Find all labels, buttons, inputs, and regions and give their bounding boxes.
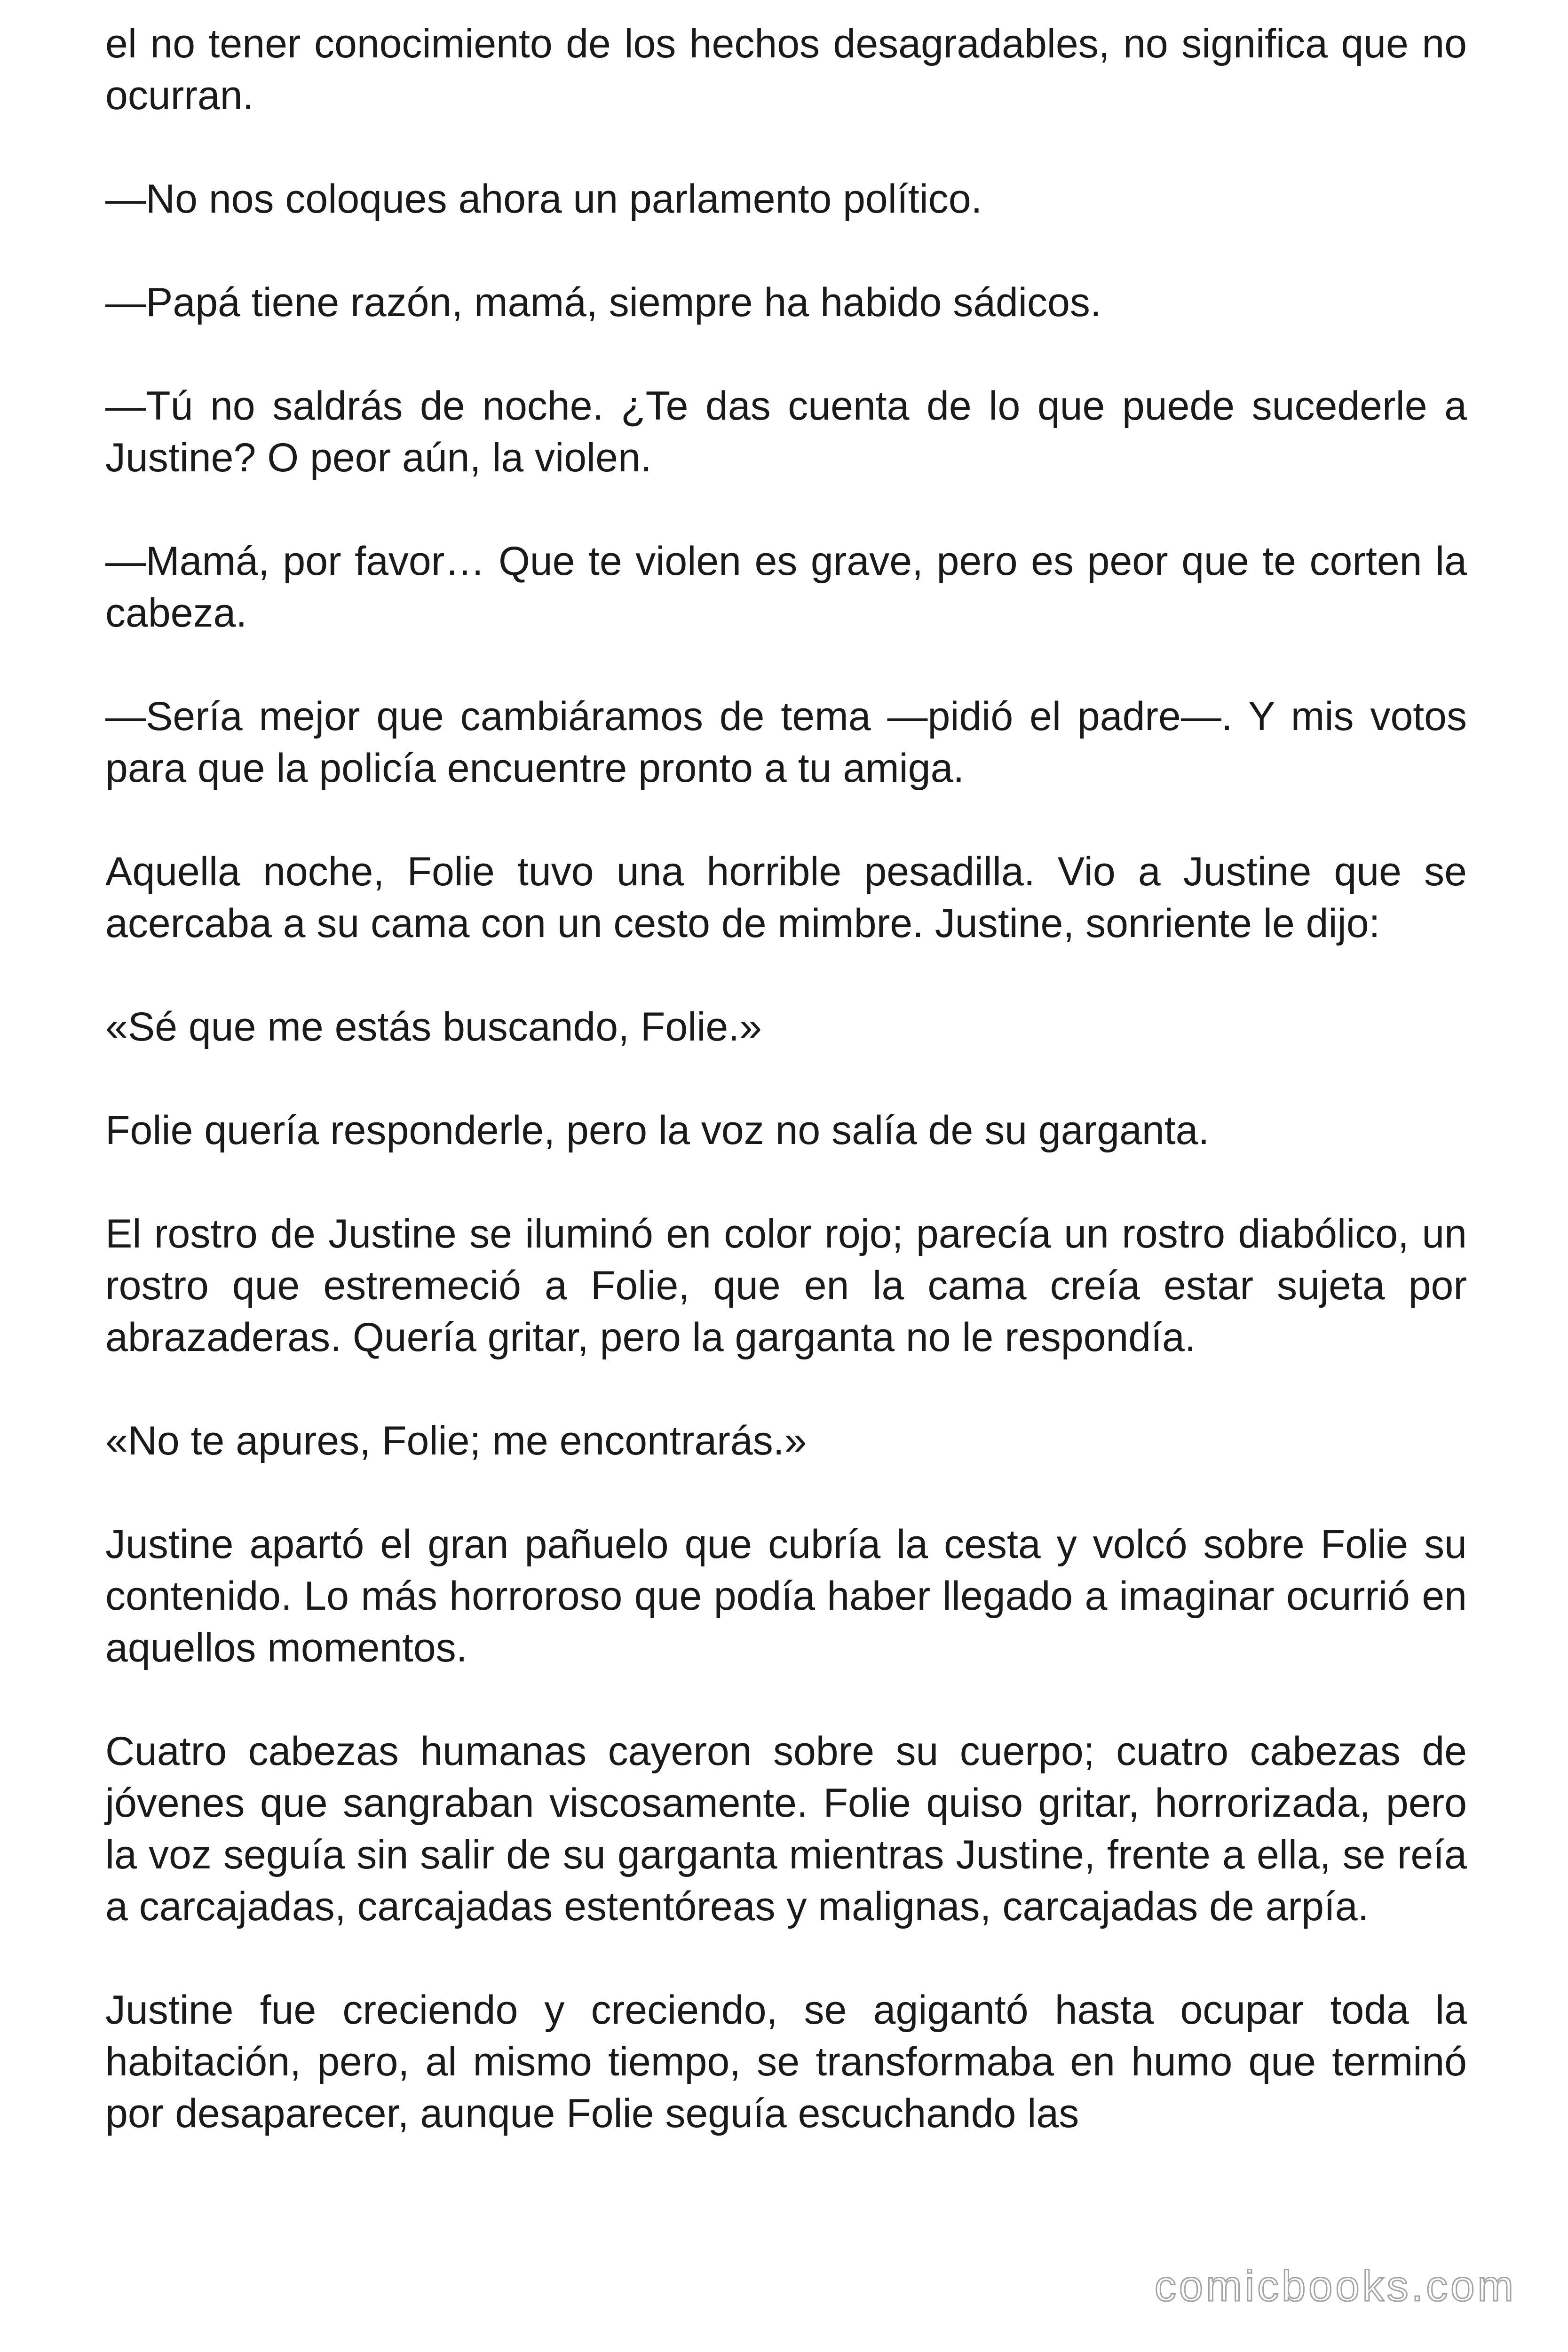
paragraph: —Sería mejor que cambiáramos de tema —pidió el padre—. Y mis votos para que la policía encuentre pronto a tu amiga. [105,694,1467,791]
paragraph: —Tú no saldrás de noche. ¿Te das cuenta de lo que puede sucederle a Justine? O peor aún, la violen. [105,383,1467,480]
paragraph: Justine fue creciendo y creciendo, se agigantó hasta ocupar toda la habitación, pero, al mismo tiempo, se transformaba en humo que terminó por desaparecer, aunque Folie seguía escuchando las [105,1987,1467,2136]
text-column [105,18,1467,2139]
paragraph: «No te apures, Folie; me encontrarás.» [105,1418,807,1463]
paragraph: el no tener conocimiento de los hechos desagradables, no significa que no ocurran. [105,21,1467,118]
paragraph: Justine apartó el gran pañuelo que cubría la cesta y volcó sobre Folie su contenido. Lo más horroroso que podía haber llegado a imaginar ocurrió en aquellos momentos. [105,1522,1467,1670]
paragraph: «Sé que me estás buscando, Folie.» [105,1004,762,1049]
paragraph: —Papá tiene razón, mamá, siempre ha habido sádicos. [105,280,1101,325]
paragraph: Cuatro cabezas humanas cayeron sobre su cuerpo; cuatro cabezas de jóvenes que sangraban viscosamente. Folie quiso gritar, horrorizada, pero la voz seguía sin salir de su garganta mientras Justine, frente a ella, se reía a carcajadas, carcajadas estentóreas y malignas, carcajadas de arpía. [105,1729,1467,1929]
paragraph: —Mamá, por favor… Que te violen es grave, pero es peor que te corten la cabeza. [105,539,1467,636]
paragraph: Folie quería responderle, pero la voz no salía de su garganta. [105,1108,1210,1153]
paragraph: —No nos coloques ahora un parlamento político. [105,176,982,222]
watermark: comicbooks.com [1154,2262,1516,2310]
paragraph: El rostro de Justine se iluminó en color rojo; parecía un rostro diabólico, un rostro que estremeció a Folie, que en la cama creía estar sujeta por abrazaderas. Quería gritar, pero la garganta no le respondía. [105,1211,1467,1360]
paragraph: Aquella noche, Folie tuvo una horrible pesadilla. Vio a Justine que se acercaba a su cama con un cesto de mimbre. Justine, sonriente le dijo: [105,849,1467,946]
